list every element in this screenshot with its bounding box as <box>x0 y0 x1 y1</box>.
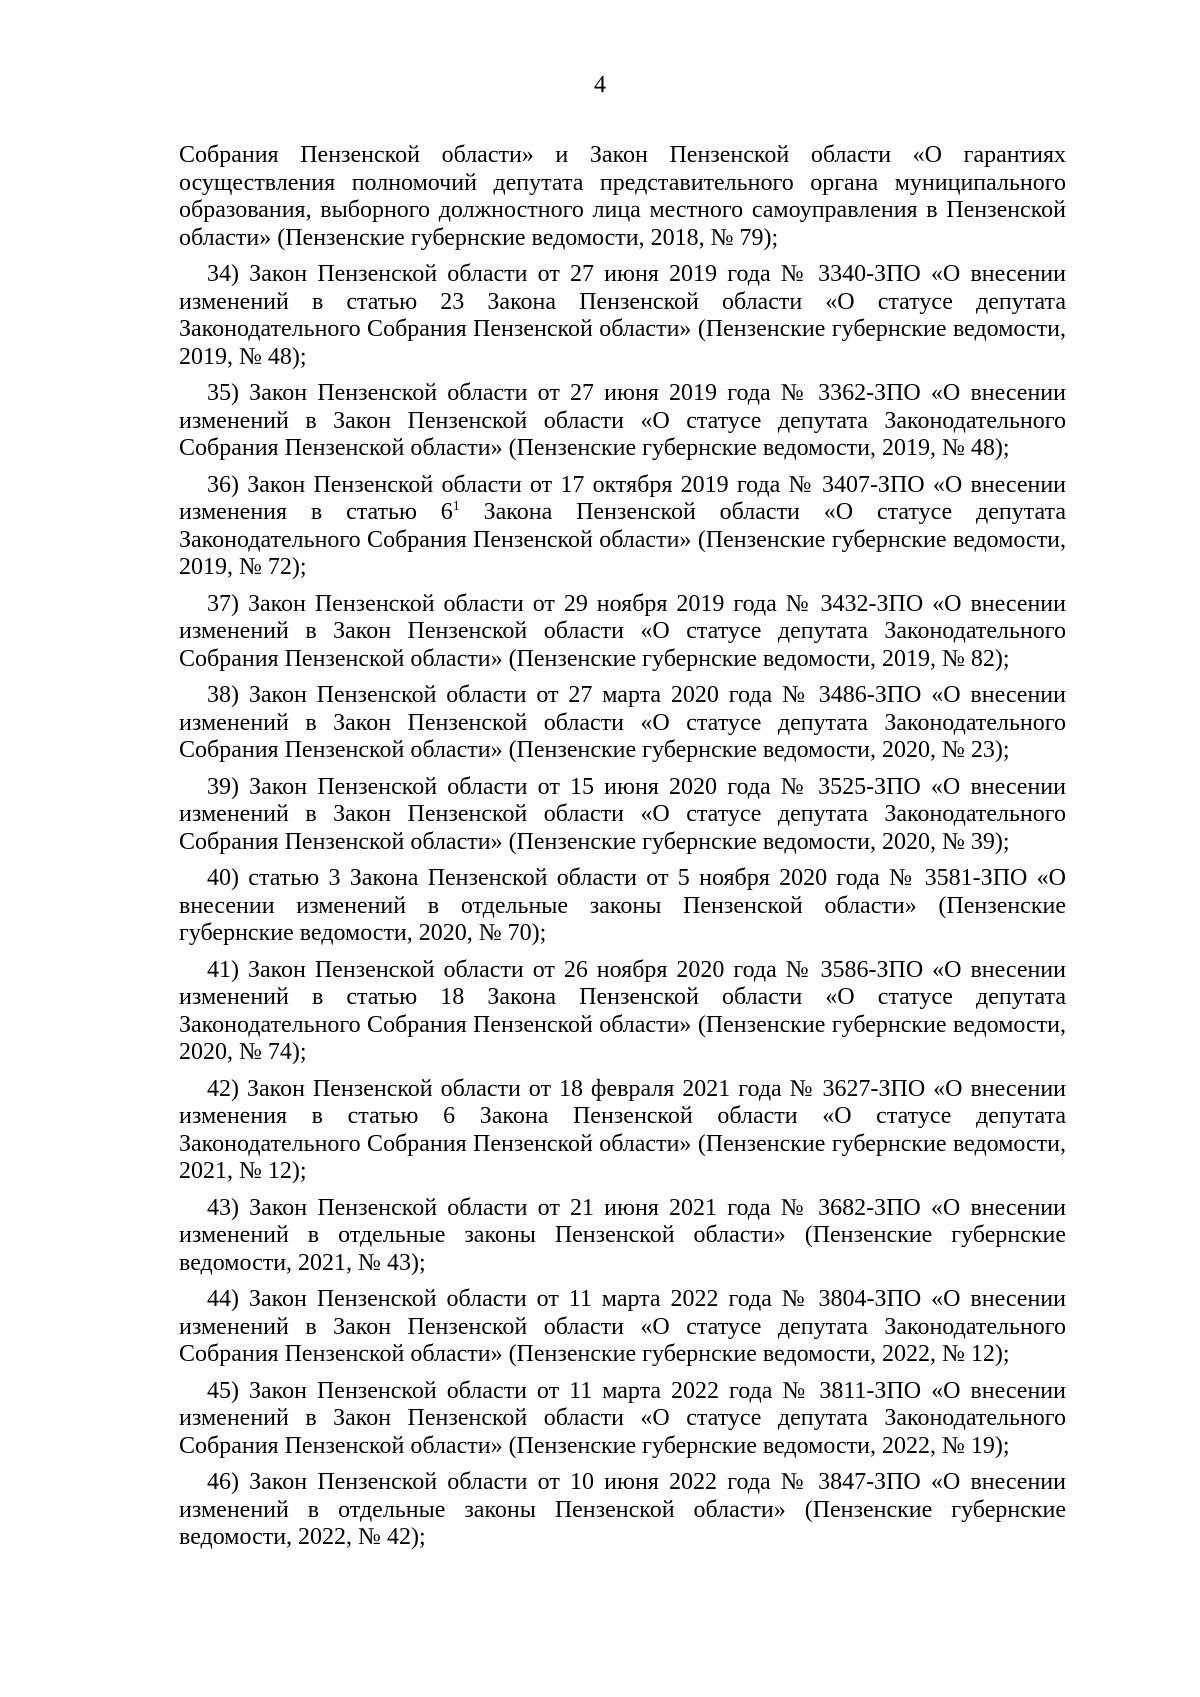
list-item-34: 34) Закон Пензенской области от 27 июня 2019 года № 3340-ЗПО «О внесении изменений в статью 23 Закона Пензенской области «О статусе депутата Законодательного Собрания Пензенской области» (Пензенские губернские ведомости, 2019, № 48); <box>179 261 1066 370</box>
paragraph-continuation: Собрания Пензенской области» и Закон Пензенской области «О гарантиях осуществления полномочий депутата представительного органа муниципального образования, выборного должностного лица местного самоуправления в Пензенской области» (Пензенские губернские ведомости, 2018, № 79); <box>179 142 1066 251</box>
page-number: 4 <box>594 72 606 98</box>
list-item-36-text-after: Закона Пензенской области «О статусе депутата Законодательного Собрания Пензенской области» (Пензенские губернские ведомости, 2019, № 72); <box>179 499 1066 580</box>
list-item-46: 46) Закон Пензенской области от 10 июня 2022 года № 3847-ЗПО «О внесении изменений в отдельные законы Пензенской области» (Пензенские губернские ведомости, 2022, № 42); <box>179 1469 1066 1550</box>
list-item-38: 38) Закон Пензенской области от 27 марта 2020 года № 3486-ЗПО «О внесении изменений в Закон Пензенской области «О статусе депутата Законодательного Собрания Пензенской области» (Пензенские губернские ведомости, 2020, № 23); <box>179 682 1066 763</box>
document-body <box>179 142 1066 1561</box>
list-item-40: 40) статью 3 Закона Пензенской области от 5 ноября 2020 года № 3581-ЗПО «О внесении изменений в отдельные законы Пензенской области» (Пензенские губернские ведомости, 2020, № 70); <box>179 865 1066 946</box>
list-item-39: 39) Закон Пензенской области от 15 июня 2020 года № 3525-ЗПО «О внесении изменений в Закон Пензенской области «О статусе депутата Законодательного Собрания Пензенской области» (Пензенские губернские ведомости, 2020, № 39); <box>179 773 1066 855</box>
list-item-36-text-before: 36) Закон Пензенской области от 17 октября 2019 года № 3407-ЗПО «О внесении изменения в статью 6 <box>179 471 1066 525</box>
list-item-45: 45) Закон Пензенской области от 11 марта 2022 года № 3811-ЗПО «О внесении изменений в Закон Пензенской области «О статусе депутата Законодательного Собрания Пензенской области» (Пензенские губернские ведомости, 2022, № 19); <box>179 1377 1066 1459</box>
list-item-43: 43) Закон Пензенской области от 21 июня 2021 года № 3682-ЗПО «О внесении изменений в отдельные законы Пензенской области» (Пензенские губернские ведомости, 2021, № 43); <box>179 1194 1066 1276</box>
list-item-42: 42) Закон Пензенской области от 18 февраля 2021 года № 3627-ЗПО «О внесении изменения в статью 6 Закона Пензенской области «О статусе депутата Законодательного Собрания Пензенской области» (Пензенские губернские ведомости, 2021, № 12); <box>179 1075 1066 1184</box>
list-item-36 <box>179 472 1066 582</box>
list-item-44: 44) Закон Пензенской области от 11 марта 2022 года № 3804-ЗПО «О внесении изменений в Закон Пензенской области «О статусе депутата Законодательного Собрания Пензенской области» (Пензенские губернские ведомости, 2022, № 12); <box>179 1286 1066 1367</box>
list-item-37: 37) Закон Пензенской области от 29 ноября 2019 года № 3432-ЗПО «О внесении изменений в Закон Пензенской области «О статусе депутата Законодательного Собрания Пензенской области» (Пензенские губернские ведомости, 2019, № 82); <box>179 590 1066 672</box>
list-item-35: 35) Закон Пензенской области от 27 июня 2019 года № 3362-ЗПО «О внесении изменений в Закон Пензенской области «О статусе депутата Законодательного Собрания Пензенской области» (Пензенские губернские ведомости, 2019, № 48); <box>179 380 1066 461</box>
superscript-marker: 1 <box>452 499 460 514</box>
list-item-41: 41) Закон Пензенской области от 26 ноября 2020 года № 3586-ЗПО «О внесении изменений в статью 18 Закона Пензенской области «О статусе депутата Законодательного Собрания Пензенской области» (Пензенские губернские ведомости, 2020, № 74); <box>179 956 1066 1065</box>
